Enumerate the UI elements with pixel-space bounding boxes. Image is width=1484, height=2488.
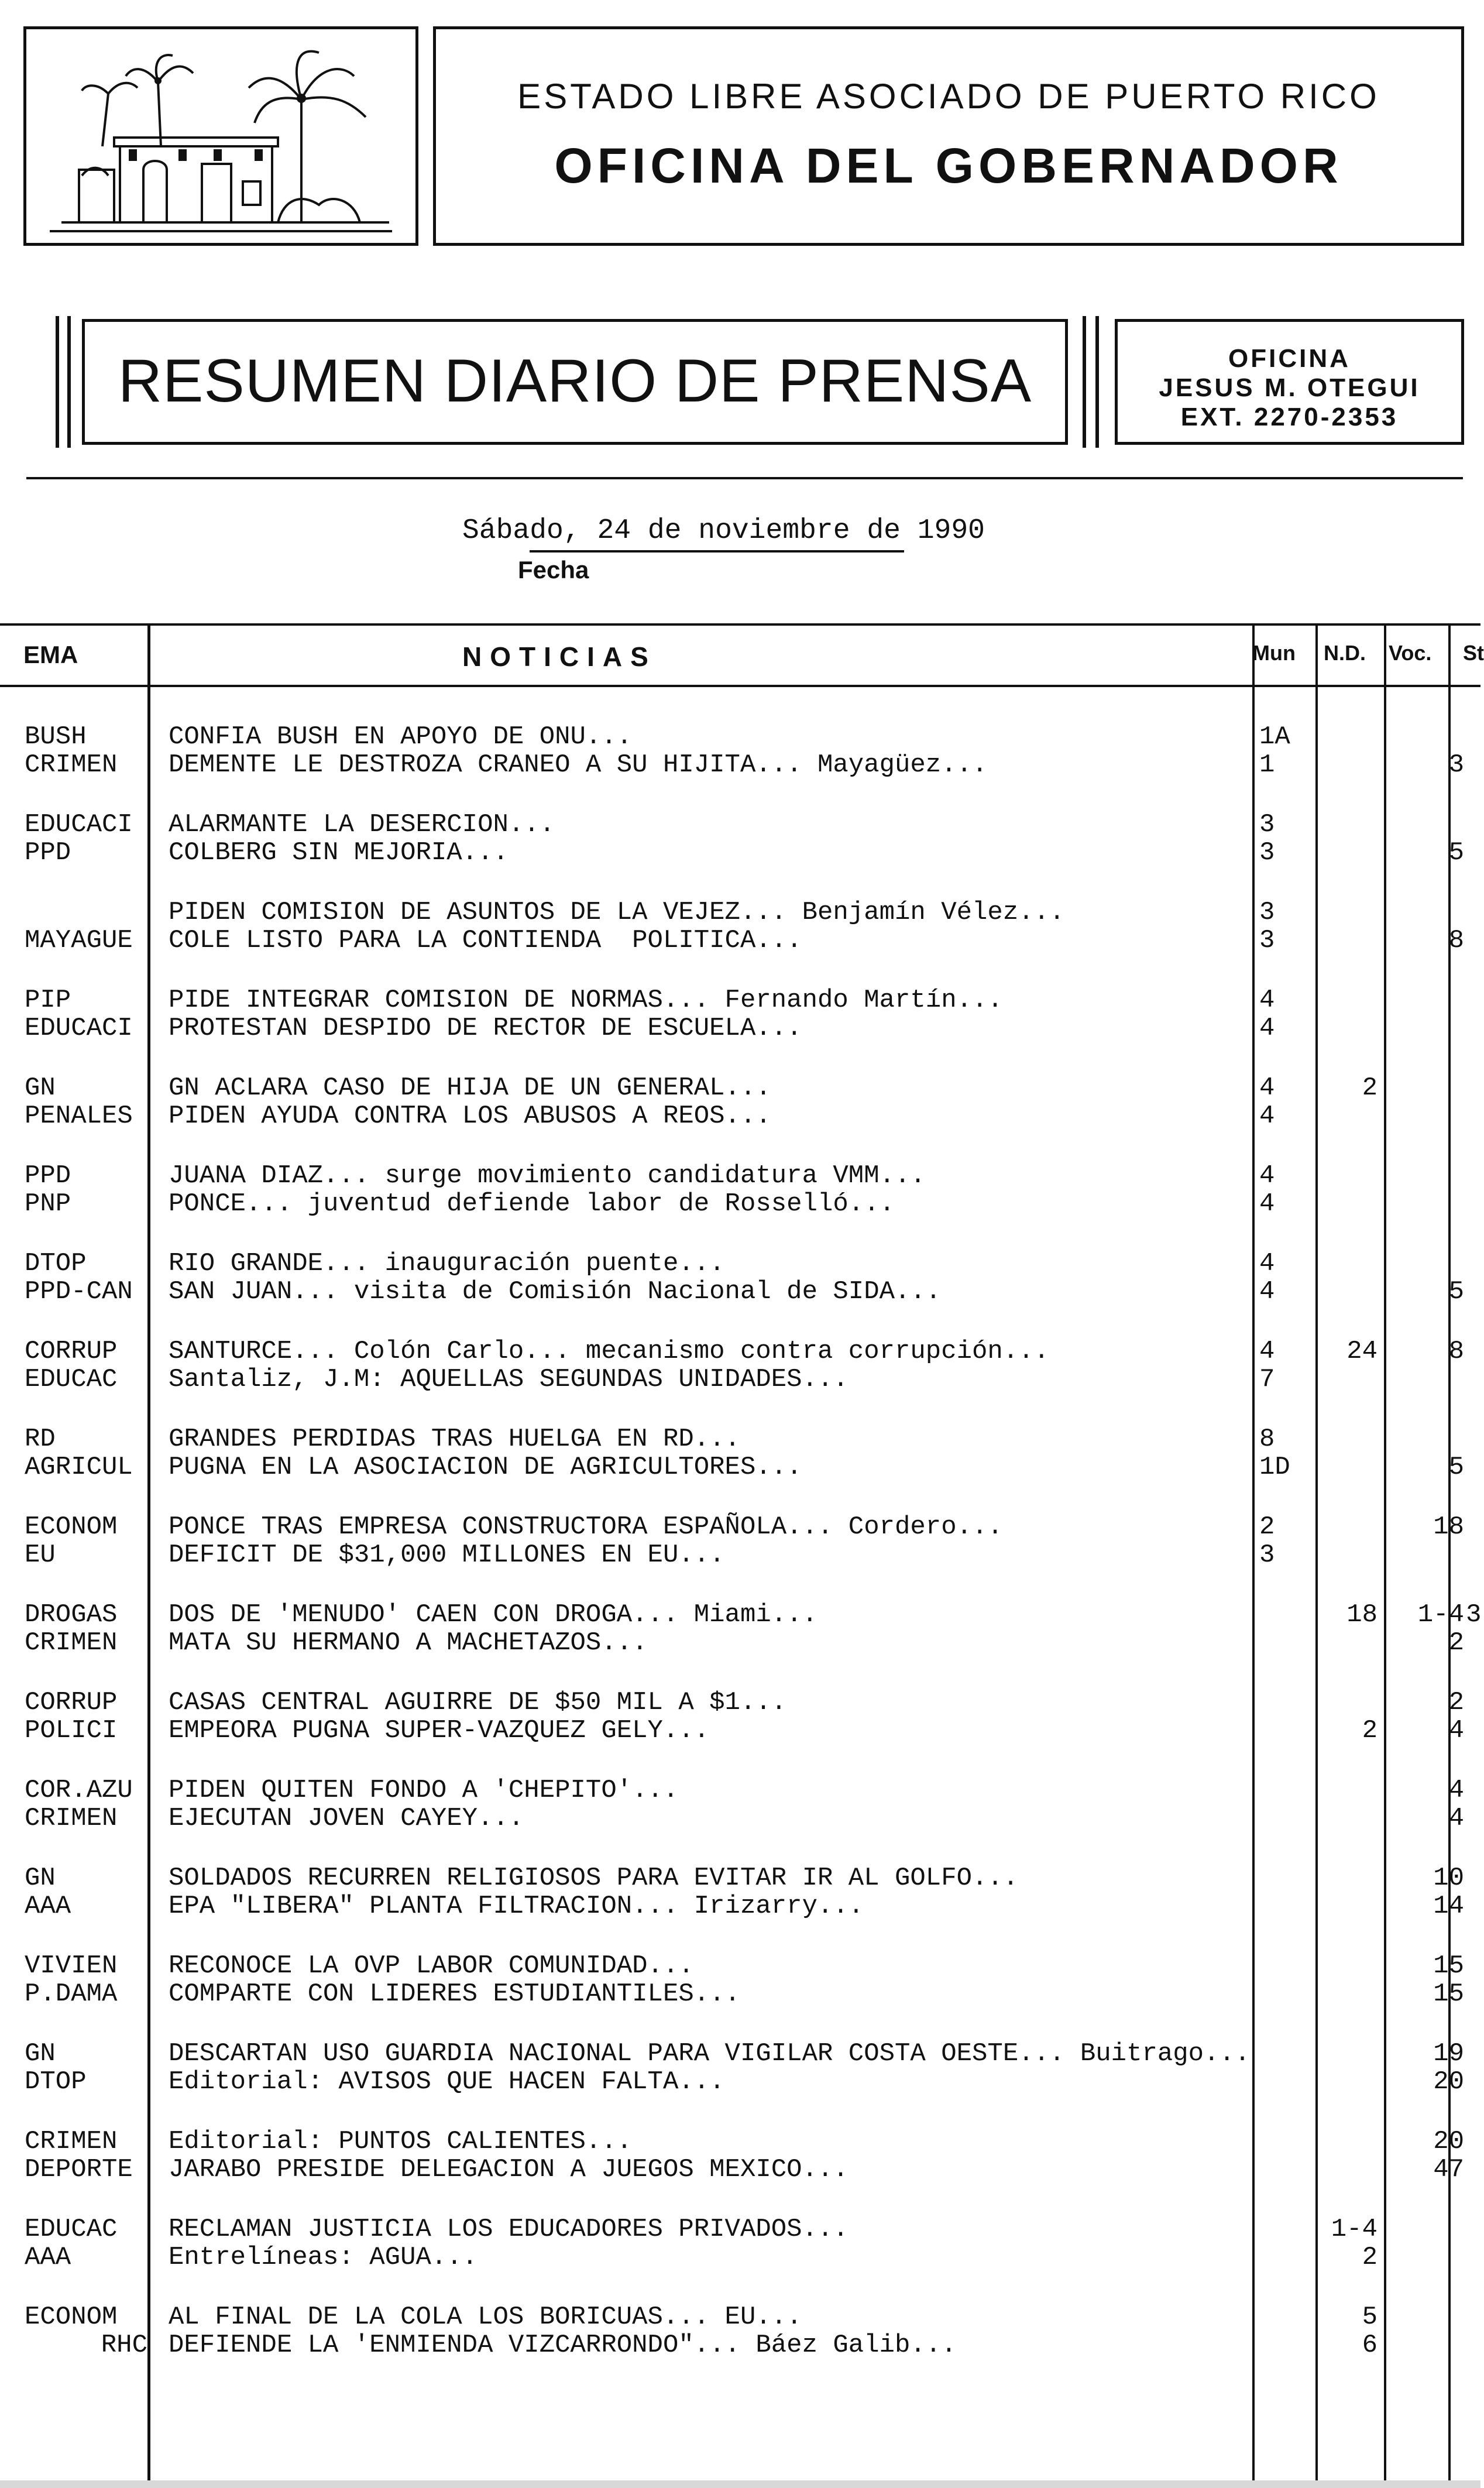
cell-tema: RD: [25, 1425, 56, 1454]
cell-mun: 3: [1259, 838, 1275, 867]
cell-voc: 15: [1433, 1951, 1464, 1981]
cell-title: Editorial: PUNTOS CALIENTES...: [169, 2127, 633, 2156]
cell-title: PIDEN AYUDA CONTRA LOS ABUSOS A REOS...: [169, 1101, 771, 1131]
cell-title: SOLDADOS RECURREN RELIGIOSOS PARA EVITAR IR AL GOLFO...: [169, 1864, 1019, 1893]
cell-tema: EDUCAC: [25, 1365, 118, 1394]
cell-tema: EDUCACI: [25, 1014, 133, 1043]
cell-title: SANTURCE... Colón Carlo... mecanismo contra corrupción...: [169, 1337, 1050, 1366]
cell-mun: 4: [1259, 1249, 1275, 1278]
table-row: [0, 1190, 1480, 1218]
cell-mun: 1A: [1259, 722, 1290, 751]
table-row: [0, 1952, 1480, 1980]
cell-mun: 4: [1259, 1161, 1275, 1190]
cell-voc: 14: [1433, 1892, 1464, 1921]
cell-mun: 3: [1259, 1540, 1275, 1570]
cell-tema: DROGAS: [25, 1600, 118, 1629]
cell-voc: 18: [1433, 1512, 1464, 1542]
cell-title: PROTESTAN DESPIDO DE RECTOR DE ESCUELA...: [169, 1014, 802, 1043]
cell-tema: PIP: [25, 986, 71, 1015]
cell-title: DEFIENDE LA 'ENMIENDA VIZCARRONDO"... Báez Galib...: [169, 2331, 957, 2360]
cell-title: DOS DE 'MENUDO' CAEN CON DROGA... Miami...: [169, 1600, 817, 1629]
table-row: [0, 926, 1480, 955]
cell-mun: 4: [1259, 1189, 1275, 1219]
cell-tema: CRIMEN: [25, 2127, 118, 2156]
table-row: [0, 839, 1480, 867]
cell-title: Entrelíneas: AGUA...: [169, 2243, 478, 2272]
cell-mun: 3: [1259, 810, 1275, 839]
cell-nd: 2: [1362, 1716, 1377, 1745]
cell-voc: 20: [1433, 2127, 1464, 2156]
cell-tema: GN: [25, 1864, 56, 1893]
cell-tema: COR.AZU: [25, 1776, 133, 1805]
cell-title: COLE LISTO PARA LA CONTIENDA POLITICA...: [169, 926, 802, 955]
contact-office: OFICINA: [1228, 344, 1351, 373]
table-row: [0, 1629, 1480, 1657]
table-row: [0, 1014, 1480, 1042]
table-row: [0, 1980, 1480, 2008]
cell-title: JUANA DIAZ... surge movimiento candidatura VMM...: [169, 1161, 926, 1190]
column-header-st: St: [1463, 641, 1484, 665]
cell-voc: 5: [1448, 1453, 1464, 1482]
cell-tema: PNP: [25, 1189, 71, 1219]
cell-voc: 1-4: [1417, 1600, 1464, 1629]
cell-tema: EDUCAC: [25, 2215, 118, 2244]
cell-tema: DEPORTE: [25, 2155, 133, 2184]
cell-tema: DTOP: [25, 1249, 87, 1278]
table-row: [0, 2215, 1480, 2243]
column-header-voc: Voc.: [1389, 641, 1432, 665]
cell-mun: 4: [1259, 1014, 1275, 1043]
cell-title: JARABO PRESIDE DELEGACION A JUEGOS MEXICO...: [169, 2155, 849, 2184]
cell-title: GRANDES PERDIDAS TRAS HUELGA EN RD...: [169, 1425, 740, 1454]
cell-voc: 5: [1448, 1277, 1464, 1306]
cell-tema: ECONOM: [25, 1512, 118, 1542]
table-row: [0, 1162, 1480, 1190]
cell-tema: CORRUP: [25, 1688, 118, 1717]
cell-title: DEMENTE LE DESTROZA CRANEO A SU HIJITA... Mayagüez...: [169, 750, 988, 780]
cell-title: PONCE... juventud defiende labor de Rosselló...: [169, 1189, 895, 1219]
table-row: [0, 751, 1480, 779]
table-row: [0, 1102, 1480, 1130]
cell-tema: CRIMEN: [25, 1804, 118, 1833]
table-row: [0, 1250, 1480, 1278]
cell-mun: 4: [1259, 986, 1275, 1015]
cell-nd: 24: [1346, 1337, 1377, 1366]
table-row: [0, 1278, 1480, 1306]
cell-tema: PPD: [25, 1161, 71, 1190]
cell-tema: PPD-CAN: [25, 1277, 133, 1306]
table-row: [0, 1601, 1480, 1629]
table-row: [0, 1717, 1480, 1745]
cell-title: CONFIA BUSH EN APOYO DE ONU...: [169, 722, 633, 751]
column-header-nd: N.D.: [1324, 641, 1366, 665]
cell-st: 3: [1466, 1600, 1482, 1629]
cell-mun: 4: [1259, 1337, 1275, 1366]
cell-nd: 2: [1362, 1073, 1377, 1103]
cell-title: SAN JUAN... visita de Comisión Nacional de SIDA...: [169, 1277, 942, 1306]
table-row: [0, 1425, 1480, 1453]
cell-title: COLBERG SIN MEJORIA...: [169, 838, 509, 867]
cell-title: EPA "LIBERA" PLANTA FILTRACION... Irizarry...: [169, 1892, 864, 1921]
cell-title: Editorial: AVISOS QUE HACEN FALTA...: [169, 2067, 725, 2096]
cell-voc: 4: [1448, 1716, 1464, 1745]
table-row: [0, 811, 1480, 839]
cell-title: EMPEORA PUGNA SUPER-VAZQUEZ GELY...: [169, 1716, 710, 1745]
cell-voc: 47: [1433, 2155, 1464, 2184]
contact-person: JESUS M. OTEGUI: [1159, 373, 1420, 402]
cell-tema: CRIMEN: [25, 750, 118, 780]
cell-title: RECLAMAN JUSTICIA LOS EDUCADORES PRIVADOS...: [169, 2215, 849, 2244]
cell-tema: CORRUP: [25, 1337, 118, 1366]
cell-mun: 2: [1259, 1512, 1275, 1542]
table-row: [0, 1074, 1480, 1102]
cell-tema: EU: [25, 1540, 56, 1570]
cell-nd: 1-4: [1331, 2215, 1377, 2244]
cell-voc: 15: [1433, 1979, 1464, 2009]
cell-mun: 3: [1259, 898, 1275, 927]
cell-tema: VIVIEN: [25, 1951, 118, 1981]
table-row: [0, 1453, 1480, 1481]
cell-nd: 2: [1362, 2243, 1377, 2272]
cell-title: PONCE TRAS EMPRESA CONSTRUCTORA ESPAÑOLA... Cordero...: [169, 1512, 1003, 1542]
page-edge: [0, 2480, 1480, 2488]
column-header-tema: EMA: [23, 641, 78, 668]
cell-tema: MAYAGUE: [25, 926, 133, 955]
cell-title: AL FINAL DE LA COLA LOS BORICUAS... EU...: [169, 2302, 802, 2332]
cell-tema: CRIMEN: [25, 1628, 118, 1657]
cell-title: ALARMANTE LA DESERCION...: [169, 810, 555, 839]
table-row: [0, 1513, 1480, 1541]
cell-mun: 8: [1259, 1425, 1275, 1454]
cell-mun: 4: [1259, 1101, 1275, 1131]
cell-tema: PENALES: [25, 1101, 133, 1131]
cell-voc: 8: [1448, 1337, 1464, 1366]
cell-tema: GN: [25, 1073, 56, 1103]
cell-nd: 6: [1362, 2331, 1377, 2360]
cell-title: COMPARTE CON LIDERES ESTUDIANTILES...: [169, 1979, 740, 2009]
cell-title: Santaliz, J.M: AQUELLAS SEGUNDAS UNIDADES...: [169, 1365, 849, 1394]
cell-title: PIDEN COMISION DE ASUNTOS DE LA VEJEZ... Benjamín Vélez...: [169, 898, 1065, 927]
cell-voc: 4: [1448, 1776, 1464, 1805]
contact-extension: EXT. 2270-2353: [1180, 403, 1399, 431]
agency-name-line-1: ESTADO LIBRE ASOCIADO DE PUERTO RICO: [517, 77, 1380, 116]
cell-title: PIDEN QUITEN FONDO A 'CHEPITO'...: [169, 1776, 679, 1805]
cell-title: RECONOCE LA OVP LABOR COMUNIDAD...: [169, 1951, 694, 1981]
table-row: [0, 1804, 1480, 1832]
cell-voc: 5: [1448, 838, 1464, 867]
cell-mun: 1: [1259, 750, 1275, 780]
cell-mun: 3: [1259, 926, 1275, 955]
table-row: [0, 1776, 1480, 1804]
cell-title: EJECUTAN JOVEN CAYEY...: [169, 1804, 524, 1833]
banner-title: RESUMEN DIARIO DE PRENSA: [118, 347, 1032, 415]
cell-tema: EDUCACI: [25, 810, 133, 839]
table-row: [0, 2127, 1480, 2156]
cell-voc: 4: [1448, 1804, 1464, 1833]
cell-mun: 1D: [1259, 1453, 1290, 1482]
table-row: [0, 2331, 1480, 2359]
cell-tema: ECONOM: [25, 2302, 118, 2332]
cell-nd: 5: [1362, 2302, 1377, 2332]
cell-voc: 2: [1448, 1628, 1464, 1657]
table-row: [0, 2243, 1480, 2271]
cell-tema: RHC: [101, 2331, 147, 2360]
cell-tema: AAA: [25, 1892, 71, 1921]
table-row: [0, 898, 1480, 926]
table-row: [0, 723, 1480, 751]
cell-tema: POLICI: [25, 1716, 118, 1745]
table-row: [0, 2303, 1480, 2331]
cell-mun: 4: [1259, 1073, 1275, 1103]
cell-tema: BUSH: [25, 722, 87, 751]
cell-title: DEFICIT DE $31,000 MILLONES EN EU...: [169, 1540, 725, 1570]
cell-tema: PPD: [25, 838, 71, 867]
cell-voc: 19: [1433, 2039, 1464, 2068]
cell-tema: GN: [25, 2039, 56, 2068]
cell-mun: 4: [1259, 1277, 1275, 1306]
table-row: [0, 1541, 1480, 1569]
agency-name-line-2: OFICINA DEL GOBERNADOR: [554, 138, 1343, 193]
cell-title: MATA SU HERMANO A MACHETAZOS...: [169, 1628, 648, 1657]
table-row: [0, 2156, 1480, 2184]
table-row: [0, 1365, 1480, 1394]
column-header-mun: Mun: [1252, 641, 1296, 665]
cell-tema: DTOP: [25, 2067, 87, 2096]
cell-voc: 8: [1448, 926, 1464, 955]
table-row: [0, 2068, 1480, 2096]
table-row: [0, 2040, 1480, 2068]
cell-title: CASAS CENTRAL AGUIRRE DE $50 MIL A $1...: [169, 1688, 787, 1717]
table-row: [0, 1337, 1480, 1365]
cell-voc: 20: [1433, 2067, 1464, 2096]
cell-tema: AAA: [25, 2243, 71, 2272]
table-row: [0, 986, 1480, 1014]
table-row: [0, 1864, 1480, 1892]
date-value: Sábado, 24 de noviembre de 1990: [462, 515, 985, 547]
cell-mun: 7: [1259, 1365, 1275, 1394]
cell-title: PUGNA EN LA ASOCIACION DE AGRICULTORES...: [169, 1453, 802, 1482]
cell-title: DESCARTAN USO GUARDIA NACIONAL PARA VIGILAR COSTA OESTE... Buitrago...: [169, 2039, 1251, 2068]
table-row: [0, 1892, 1480, 1920]
cell-title: RIO GRANDE... inauguración puente...: [169, 1249, 725, 1278]
cell-voc: 3: [1448, 750, 1464, 780]
cell-voc: 2: [1448, 1688, 1464, 1717]
date-caption: Fecha: [518, 556, 589, 584]
column-header-noticias: NOTICIAS: [462, 641, 657, 672]
cell-tema: P.DAMA: [25, 1979, 118, 2009]
cell-title: PIDE INTEGRAR COMISION DE NORMAS... Fernando Martín...: [169, 986, 1003, 1015]
cell-tema: AGRICUL: [25, 1453, 133, 1482]
cell-voc: 10: [1433, 1864, 1464, 1893]
cell-nd: 18: [1346, 1600, 1377, 1629]
cell-title: GN ACLARA CASO DE HIJA DE UN GENERAL...: [169, 1073, 771, 1103]
table-row: [0, 1689, 1480, 1717]
